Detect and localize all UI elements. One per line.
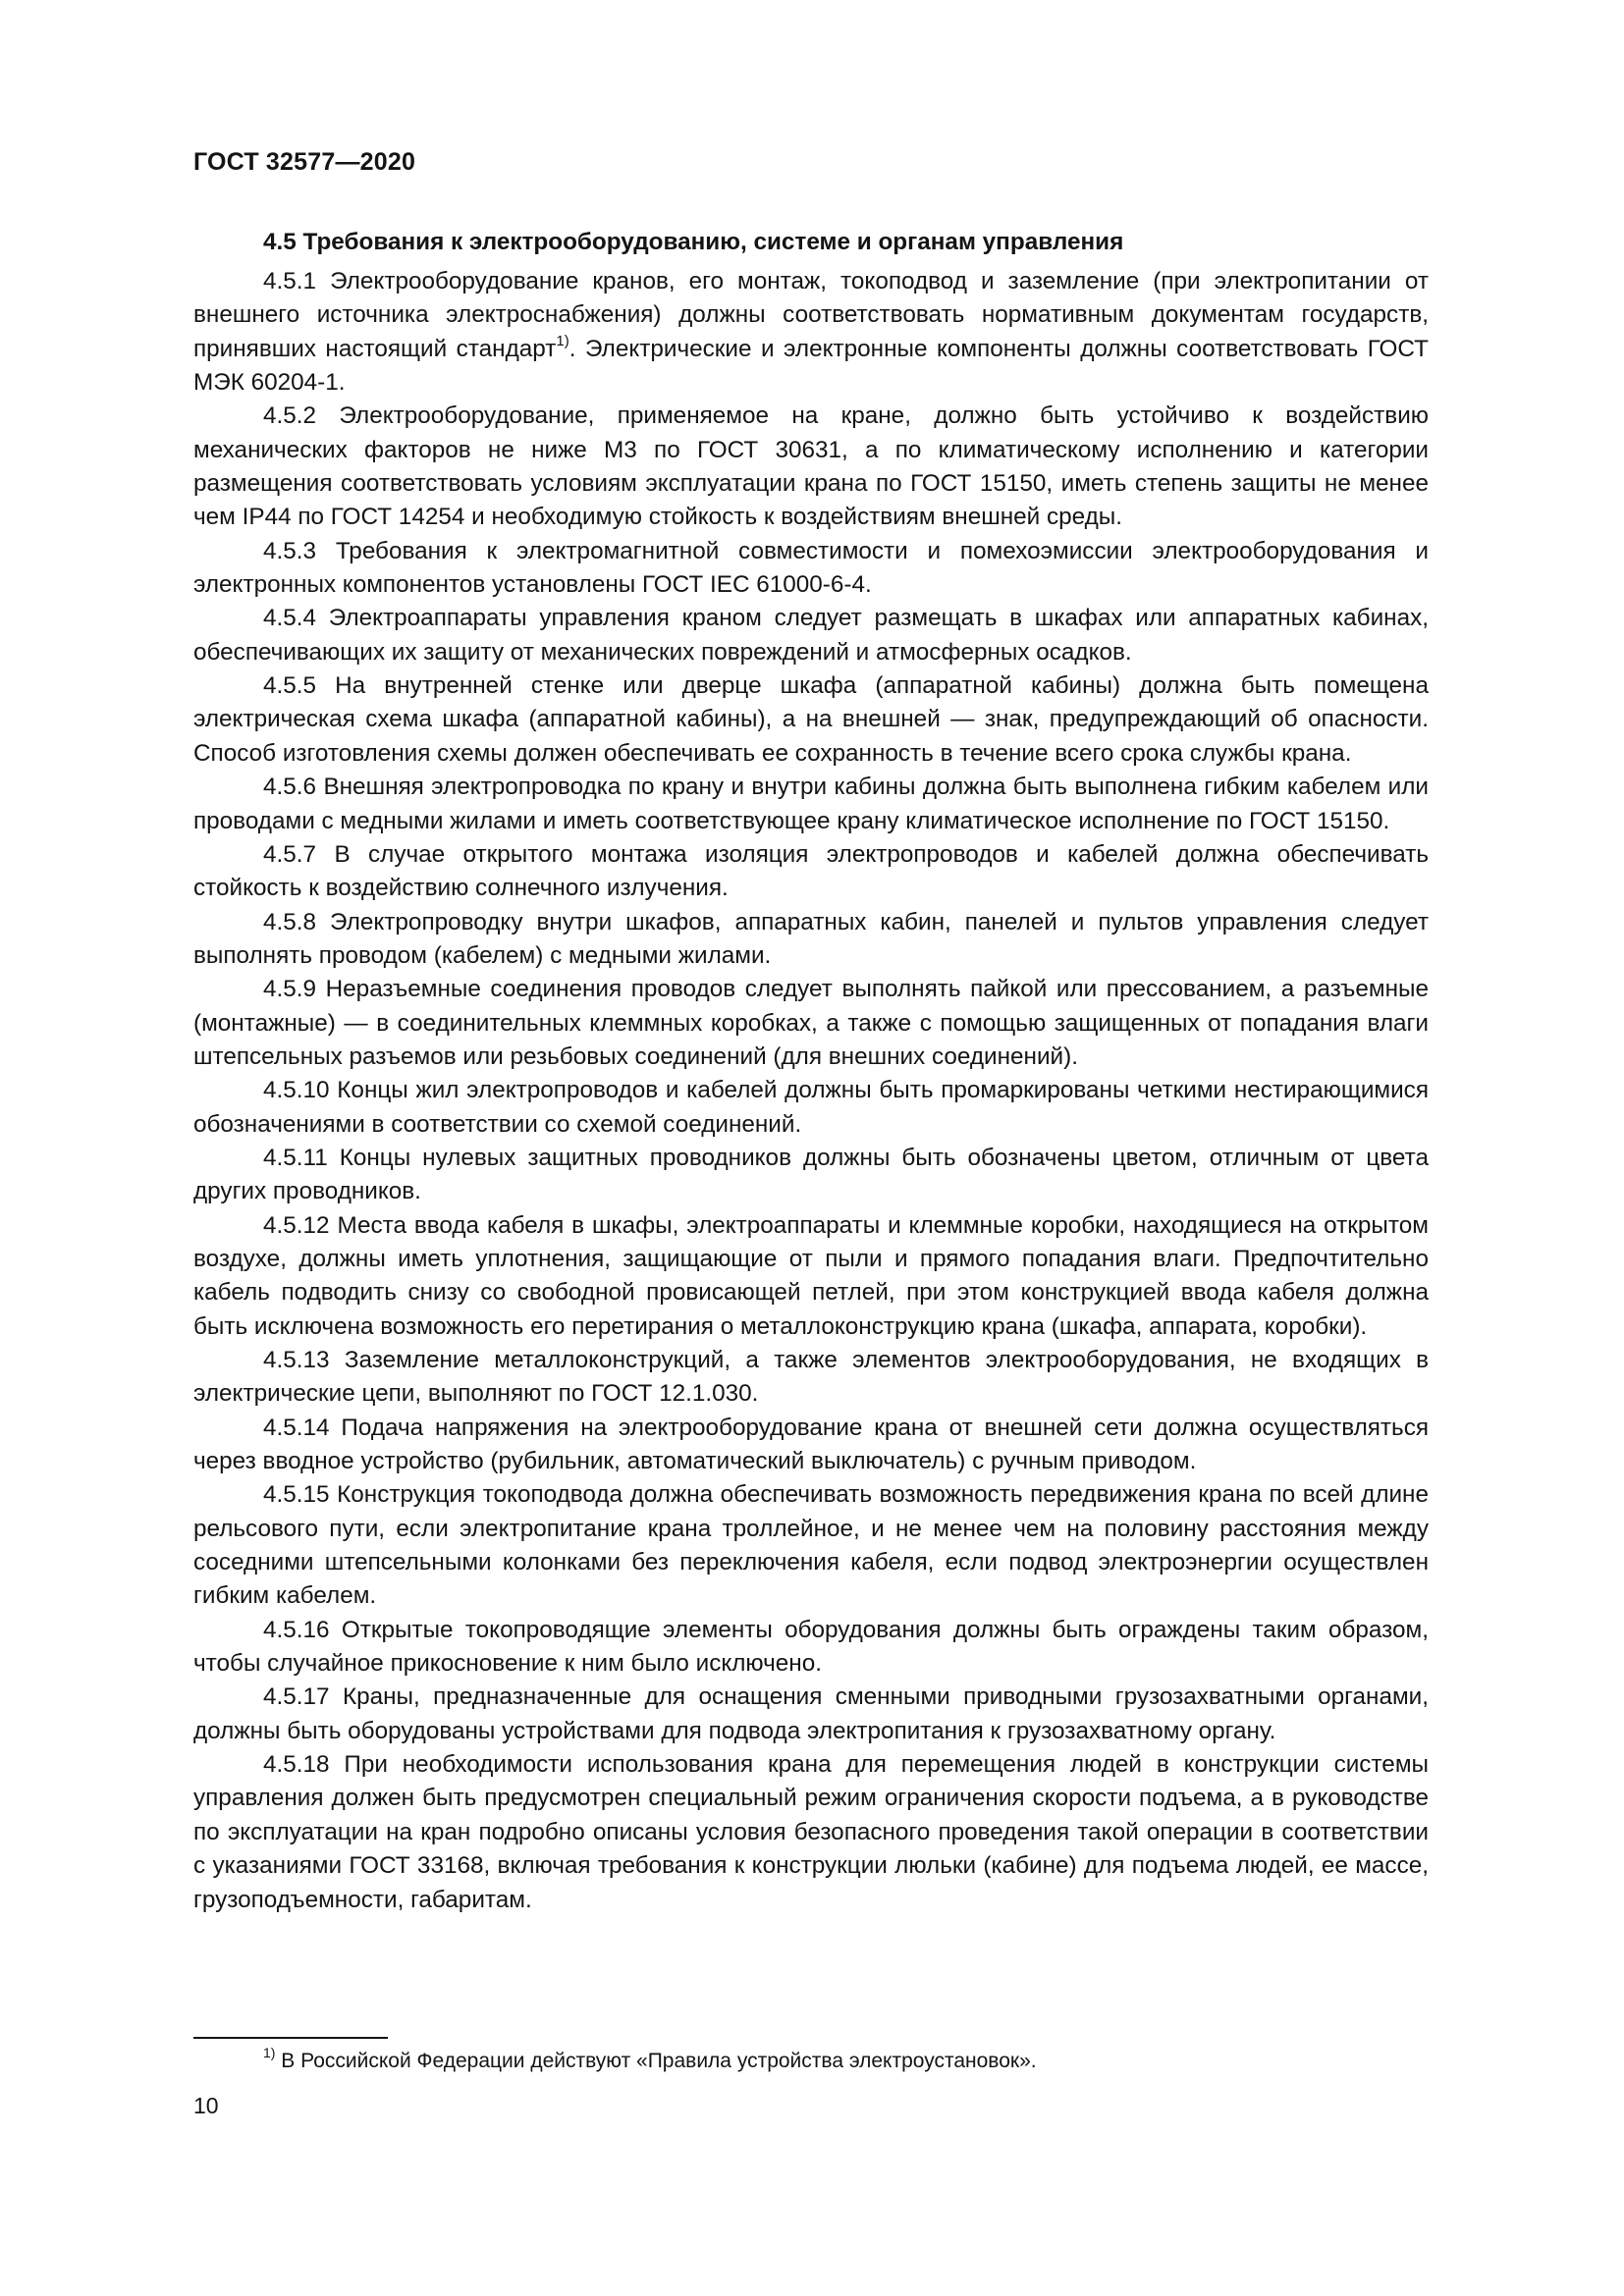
paragraph-4-5-4	[193, 602, 1429, 669]
paragraph-4-5-14	[193, 1412, 1429, 1479]
paragraph-text: Конструкция токоподвода должна обеспечивать возможность передвижения крана по всей длине рельсового пути, если электропитание крана троллейное, и не менее чем на половину расстояния между соседними штепсельными колонками без переключения кабеля, если подвод электроэнергии осуществлен гибким кабелем.	[193, 1481, 1429, 1610]
paragraph-text: Внешняя электропроводка по крану и внутри кабины должна быть выполнена гибким кабелем или проводами с медными жилами и иметь соответствующее крану климатическое исполнение по ГОСТ 15150.	[193, 774, 1429, 834]
document-code-header: ГОСТ 32577—2020	[193, 148, 416, 176]
paragraph-number: 4.5.5	[263, 672, 317, 700]
paragraph-text: Подача напряжения на электрооборудование крана от внешней сети должна осуществляться через вводное устройство (рубильник, автоматический выключатель) с ручным приводом.	[193, 1414, 1429, 1475]
paragraph-number: 4.5.1	[263, 268, 317, 294]
paragraph-number: 4.5.8	[263, 908, 317, 935]
paragraph-number: 4.5.14	[263, 1414, 330, 1441]
paragraph-number: 4.5.15	[263, 1481, 330, 1509]
paragraph-4-5-1	[193, 265, 1429, 400]
paragraph-number: 4.5.2	[263, 402, 317, 430]
paragraph-4-5-3	[193, 535, 1429, 603]
section-body	[193, 226, 1429, 1917]
paragraph-number: 4.5.10	[263, 1077, 330, 1104]
paragraph-number: 4.5.18	[263, 1751, 330, 1779]
paragraph-text: Электрооборудование кранов, его монтаж, токоподвод и заземление (при электропитании от внешнего источника электроснабжения) должны соответствовать нормативным документам государств, принявших настоящий стандарт	[193, 268, 1429, 362]
paragraph-text: На внутренней стенке или дверце шкафа (аппаратной кабины) должна быть помещена электрическая схема шкафа (аппаратной кабины), а на внешней — знак, предупреждающий об опасности. Способ изготовления схемы должен обеспечивать ее сохранность в течение всего срока службы крана.	[193, 672, 1429, 767]
paragraph-4-5-12	[193, 1209, 1429, 1344]
paragraph-number: 4.5.17	[263, 1683, 330, 1711]
paragraph-4-5-18	[193, 1748, 1429, 1917]
paragraph-4-5-16	[193, 1614, 1429, 1682]
paragraph-number: 4.5.12	[263, 1211, 330, 1239]
paragraph-text: Открытые токопроводящие элементы оборудования должны быть ограждены таким образом, чтобы случайное прикосновение к ним было исключено.	[193, 1616, 1429, 1678]
section-title: 4.5 Требования к электрооборудованию, системе и органам управления	[263, 229, 1124, 255]
paragraph-4-5-10	[193, 1074, 1429, 1142]
footnote-text: В Российской Федерации действуют «Правила устройства электроустановок».	[275, 2050, 1037, 2072]
paragraph-4-5-8	[193, 906, 1429, 974]
paragraph-4-5-2	[193, 400, 1429, 534]
paragraph-text: Концы нулевых защитных проводников должны быть обозначены цветом, отличным от цвета других проводников.	[193, 1144, 1429, 1205]
paragraph-text: Места ввода кабеля в шкафы, электроаппараты и клеммные коробки, находящиеся на открытом воздухе, должны иметь уплотнения, защищающие от пыли и прямого попадания влаги. Предпочтительно кабель подводить снизу со свободной провисающей петлей, при этом конструкцией ввода кабеля должна быть исключена возможность его перетирания о металлоконструкцию крана (шкафа, аппарата, коробки).	[193, 1211, 1429, 1340]
paragraph-text: Краны, предназначенные для оснащения сменными приводными грузозахватными органами, должны быть оборудованы устройствами для подвода электропитания к грузозахватному органу.	[193, 1683, 1429, 1744]
paragraph-number: 4.5.9	[263, 976, 317, 1003]
page-number: 10	[193, 2093, 219, 2118]
paragraph-text: При необходимости использования крана для перемещения людей в конструкции системы управления должен быть предусмотрен специальный режим ограничения скорости подъема, а в руководстве по эксплуатации на кран подробно описаны условия безопасного проведения такой операции в соответствии с указаниями ГОСТ 33168, включая требования к конструкции люльки (кабине) для подъема людей, ее массе, грузоподъемности, габаритам.	[193, 1751, 1429, 1913]
paragraph-number: 4.5.7	[263, 840, 317, 868]
paragraph-4-5-5	[193, 669, 1429, 771]
paragraph-number: 4.5.13	[263, 1347, 330, 1373]
paragraph-text: Неразъемные соединения проводов следует выполнять пайкой или прессованием, а разъемные (монтажные) — в соединительных клеммных коробках, а также с помощью защищенных от попадания влаги штепсельных разъемов или резьбовых соединений (для внешних соединений).	[193, 976, 1429, 1070]
paragraph-text: В случае открытого монтажа изоляция электропроводов и кабелей должна обеспечивать стойкость к воздействию солнечного излучения.	[193, 840, 1429, 902]
paragraph-number: 4.5.11	[263, 1144, 328, 1171]
paragraph-text: Требования к электромагнитной совместимости и помехоэмиссии электрооборудования и электронных компонентов установлены ГОСТ IEC 61000-6-4.	[193, 537, 1429, 599]
footnote-marker: 1)	[263, 2045, 276, 2060]
paragraph-4-5-7	[193, 838, 1429, 906]
footnote-divider	[193, 2037, 388, 2039]
paragraph-4-5-9	[193, 973, 1429, 1074]
paragraph-text: Электроаппараты управления краном следует размещать в шкафах или аппаратных кабинах, обеспечивающих их защиту от механических повреждений и атмосферных осадков.	[193, 605, 1429, 666]
footnote	[263, 2047, 1037, 2076]
paragraph-number: 4.5.6	[263, 774, 317, 801]
paragraph-number: 4.5.3	[263, 537, 317, 564]
paragraph-text: Электропроводку внутри шкафов, аппаратных кабин, панелей и пультов управления следует выполнять проводом (кабелем) с медными жилами.	[193, 908, 1429, 969]
paragraph-4-5-17	[193, 1681, 1429, 1748]
footnote-reference: 1)	[556, 332, 569, 349]
paragraph-text: Электрооборудование, применяемое на кране, должно быть устойчиво к воздействию механических факторов не ниже М3 по ГОСТ 30631, а по климатическому исполнению и категории размещения соответствовать условиям эксплуатации крана по ГОСТ 15150, иметь степень защиты не менее чем IP44 по ГОСТ 14254 и необходимую стойкость к воздействиям внешней среды.	[193, 402, 1429, 531]
paragraph-4-5-15	[193, 1478, 1429, 1613]
paragraph-4-5-11	[193, 1142, 1429, 1209]
paragraph-number: 4.5.16	[263, 1616, 330, 1643]
paragraph-text: Концы жил электропроводов и кабелей должны быть промаркированы четкими нестирающимися обозначениями в соответствии со схемой соединений.	[193, 1077, 1429, 1138]
paragraph-4-5-13	[193, 1344, 1429, 1412]
paragraph-text: Заземление металлоконструкций, а также элементов электрооборудования, не входящих в электрические цепи, выполняют по ГОСТ 12.1.030.	[193, 1347, 1429, 1408]
paragraph-text-continued: . Электрические и электронные компоненты должны соответствовать ГОСТ МЭК 60204-1.	[193, 335, 1429, 397]
paragraph-number: 4.5.4	[263, 605, 317, 632]
paragraph-4-5-6	[193, 771, 1429, 838]
